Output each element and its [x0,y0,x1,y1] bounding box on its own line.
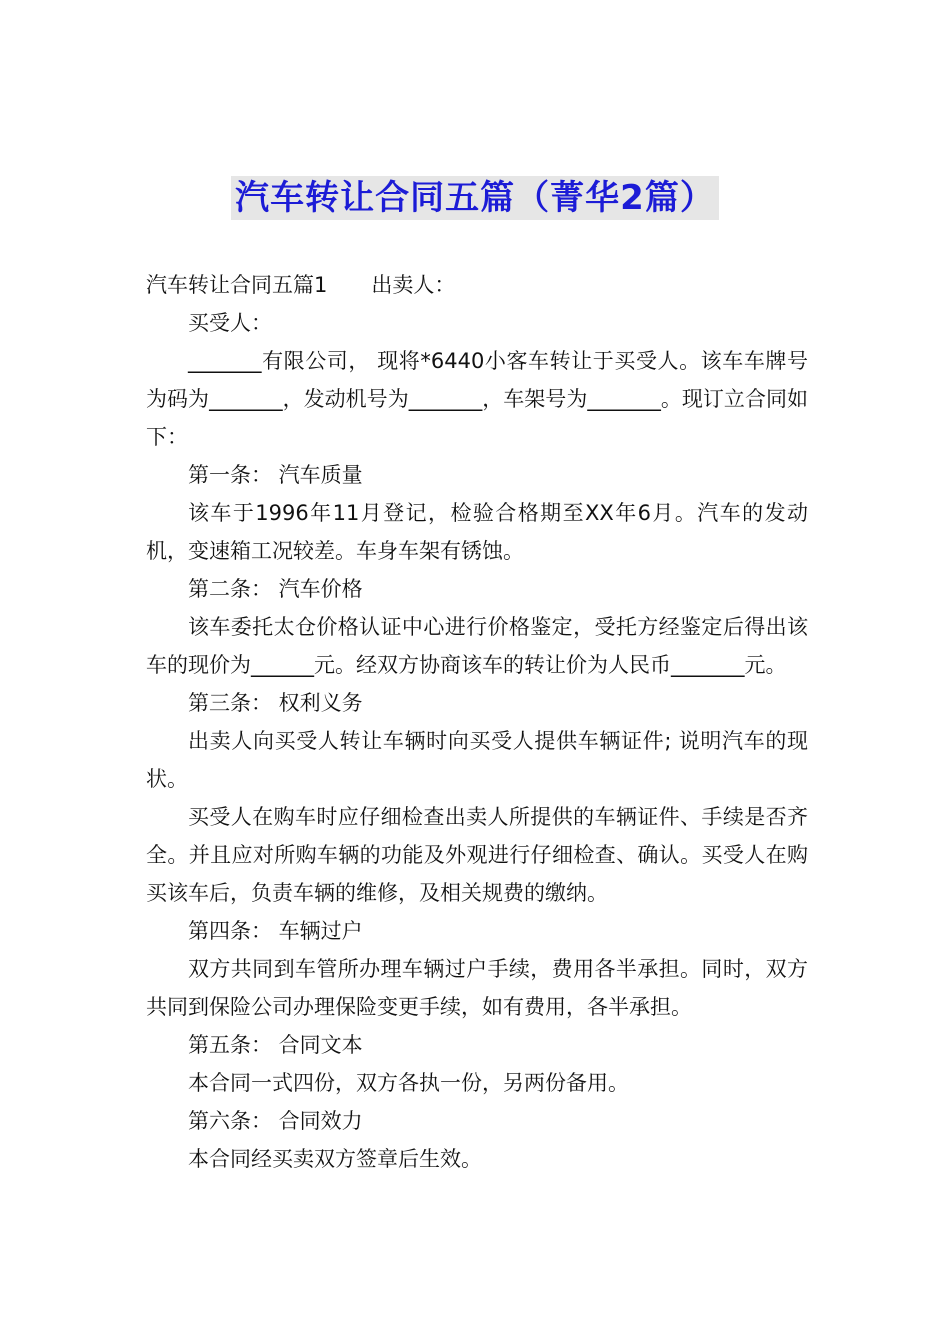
article-3-body-1: 出卖人向买受人转让车辆时向买受人提供车辆证件; 说明汽车的现状。 [146,729,808,791]
article-4-body: 双方共同到车管所办理车辆过户手续，费用各半承担。同时，双方共同到保险公司办理保险变更手续，如有费用，各半承担。 [146,957,808,1019]
buyer-label: 买受人： [188,311,272,335]
document-title: 汽车转让合同五篇（菁华2篇） [231,176,719,220]
article-3-body-2: 买受人在购车时应仔细检查出卖人所提供的车辆证件、手续是否齐全。并且应对所购车辆的功能及外观进行仔细检查、确认。买受人在购买该车后，负责车辆的维修，及相关规费的缴纳。 [146,805,808,905]
article-2-body: 该车委托太仓价格认证中心进行价格鉴定，受托方经鉴定后得出该车的现价为______元。经双方协商该车的转让价为人民币_______元。 [146,615,808,677]
document-body [146,266,808,1178]
title-container [0,176,950,220]
article-5-body: 本合同一式四份，双方各执一份，另两份备用。 [188,1071,629,1095]
article-1-title: 第一条： 汽车质量 [188,463,363,487]
contract-heading-line [146,266,808,304]
article-3-title: 第三条： 权利义务 [188,691,363,715]
seller-label: 出卖人： [371,273,456,297]
article-6-body: 本合同经买卖双方签章后生效。 [188,1147,482,1171]
intro-paragraph: _______有限公司， 现将*6440小客车转让于买受人。该车车牌号为码为_______，发动机号为_______，车架号为_______。现订立合同如下： [146,349,808,449]
article-5-title: 第五条： 合同文本 [188,1033,363,1057]
contract-heading: 汽车转让合同五篇1 [146,273,328,297]
article-2-title: 第二条： 汽车价格 [188,577,363,601]
article-1-body: 该车于1996年11月登记，检验合格期至XX年6月。汽车的发动机，变速箱工况较差。车身车架有锈蚀。 [146,501,808,563]
article-4-title: 第四条： 车辆过户 [188,919,363,943]
article-6-title: 第六条： 合同效力 [188,1109,363,1133]
